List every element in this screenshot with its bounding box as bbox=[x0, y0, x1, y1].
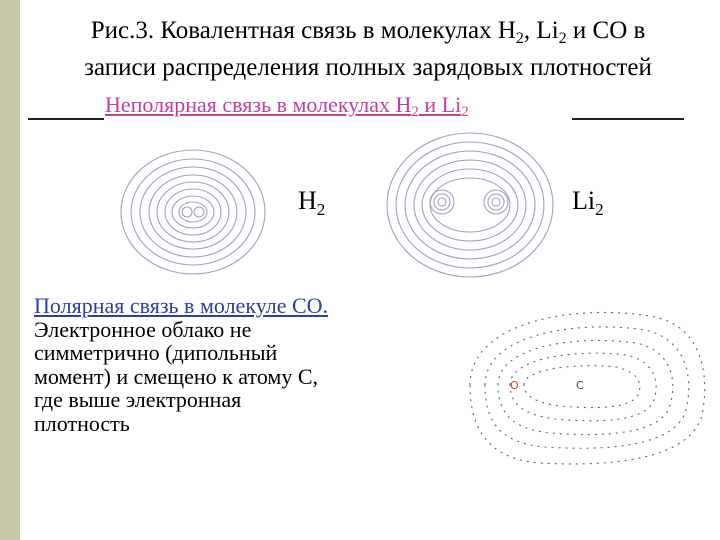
nonpolar-heading: Неполярная связь в молекулах H2 и Li2 bbox=[105, 92, 469, 120]
polar-line-1: Электронное облако не bbox=[34, 316, 252, 342]
co-atom-c: C bbox=[576, 379, 584, 392]
co-density-contours bbox=[440, 295, 712, 475]
li2-density-contours bbox=[385, 130, 555, 280]
title-line-2: записи распределения полных зарядовых плотностей bbox=[84, 54, 652, 81]
polar-bond-text bbox=[34, 294, 414, 435]
polar-line-4: где выше электронная bbox=[34, 387, 242, 412]
title-line-1: Рис.3. Ковалентная связь в молекулах $H_2$, $Li_2$ и CO в bbox=[90, 17, 646, 47]
co-atom-o: O bbox=[510, 379, 519, 392]
left-accent-bar bbox=[0, 0, 20, 540]
polar-heading: Полярная связь в молекуле CO. bbox=[34, 293, 329, 318]
slide-title bbox=[28, 14, 708, 85]
divider-left bbox=[28, 118, 104, 120]
li2-label: $Li_2$ bbox=[572, 186, 604, 219]
polar-line-5: плотность bbox=[34, 410, 130, 436]
h2-label: $H_2$ bbox=[298, 186, 326, 219]
divider-right bbox=[572, 118, 684, 120]
polar-line-2: симметрично (дипольный bbox=[34, 340, 278, 365]
h2-density-contours bbox=[118, 148, 268, 276]
polar-line-3: момент) и смещено к атому C, bbox=[34, 363, 318, 389]
